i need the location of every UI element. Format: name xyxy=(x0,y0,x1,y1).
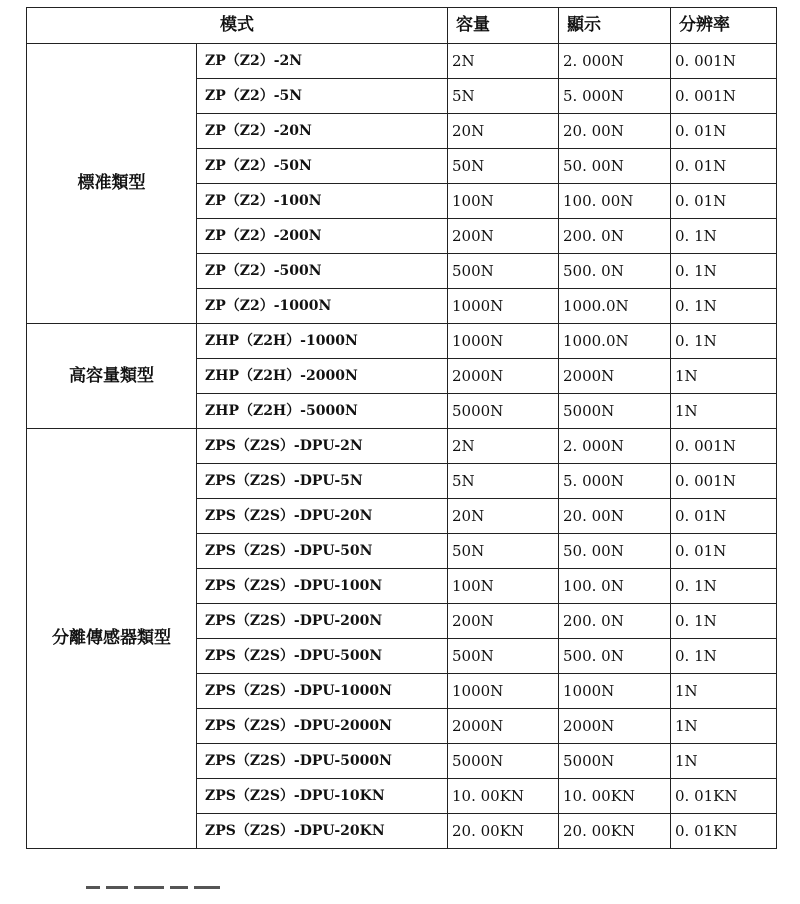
model-cell: ZP（Z2）-2N xyxy=(197,44,448,79)
capacity-cell: 500N xyxy=(448,639,559,674)
group-label: 分離傳感器類型 xyxy=(27,429,197,849)
display-cell: 50. 00N xyxy=(559,149,671,184)
display-cell: 2000N xyxy=(559,359,671,394)
display-cell: 20. 00N xyxy=(559,114,671,149)
spec-table xyxy=(26,7,777,849)
model-cell: ZP（Z2）-5N xyxy=(197,79,448,114)
model-cell: ZPS（Z2S）-DPU-20N xyxy=(197,499,448,534)
display-cell: 5. 000N xyxy=(559,464,671,499)
display-cell: 20. 00N xyxy=(559,499,671,534)
table-row xyxy=(27,429,777,464)
model-cell: ZHP（Z2H）-1000N xyxy=(197,324,448,359)
resolution-cell: 0. 01N xyxy=(671,114,777,149)
capacity-cell: 1000N xyxy=(448,289,559,324)
capacity-cell: 2000N xyxy=(448,359,559,394)
capacity-cell: 5000N xyxy=(448,394,559,429)
model-cell: ZPS（Z2S）-DPU-50N xyxy=(197,534,448,569)
header-capacity: 容量 xyxy=(448,8,559,44)
display-cell: 1000N xyxy=(559,674,671,709)
capacity-cell: 50N xyxy=(448,534,559,569)
header-mode: 模式 xyxy=(27,8,448,44)
model-cell: ZP（Z2）-20N xyxy=(197,114,448,149)
spec-table-body xyxy=(27,8,777,849)
model-cell: ZPS（Z2S）-DPU-5000N xyxy=(197,744,448,779)
model-cell: ZP（Z2）-1000N xyxy=(197,289,448,324)
capacity-cell: 5000N xyxy=(448,744,559,779)
capacity-cell: 10. 00KN xyxy=(448,779,559,814)
resolution-cell: 0. 1N xyxy=(671,604,777,639)
display-cell: 1000.0N xyxy=(559,289,671,324)
capacity-cell: 5N xyxy=(448,464,559,499)
display-cell: 200. 0N xyxy=(559,219,671,254)
display-cell: 5. 000N xyxy=(559,79,671,114)
resolution-cell: 0. 01KN xyxy=(671,779,777,814)
display-cell: 500. 0N xyxy=(559,639,671,674)
table-row xyxy=(27,44,777,79)
model-cell: ZPS（Z2S）-DPU-10KN xyxy=(197,779,448,814)
resolution-cell: 0. 1N xyxy=(671,289,777,324)
display-cell: 1000.0N xyxy=(559,324,671,359)
capacity-cell: 100N xyxy=(448,184,559,219)
display-cell: 2. 000N xyxy=(559,44,671,79)
display-cell: 200. 0N xyxy=(559,604,671,639)
capacity-cell: 20N xyxy=(448,499,559,534)
resolution-cell: 1N xyxy=(671,359,777,394)
display-cell: 100. 00N xyxy=(559,184,671,219)
header-display: 顯示 xyxy=(559,8,671,44)
header-row xyxy=(27,8,777,44)
resolution-cell: 0. 01N xyxy=(671,184,777,219)
group-label: 高容量類型 xyxy=(27,324,197,429)
resolution-cell: 1N xyxy=(671,394,777,429)
resolution-cell: 0. 001N xyxy=(671,429,777,464)
capacity-cell: 200N xyxy=(448,604,559,639)
capacity-cell: 1000N xyxy=(448,674,559,709)
capacity-cell: 200N xyxy=(448,219,559,254)
table-row xyxy=(27,324,777,359)
resolution-cell: 0. 1N xyxy=(671,254,777,289)
resolution-cell: 0. 01N xyxy=(671,149,777,184)
resolution-cell: 0. 1N xyxy=(671,324,777,359)
model-cell: ZPS（Z2S）-DPU-20KN xyxy=(197,814,448,849)
capacity-cell: 1000N xyxy=(448,324,559,359)
capacity-cell: 2N xyxy=(448,44,559,79)
resolution-cell: 0. 1N xyxy=(671,569,777,604)
resolution-cell: 0. 1N xyxy=(671,219,777,254)
model-cell: ZP（Z2）-50N xyxy=(197,149,448,184)
resolution-cell: 0. 001N xyxy=(671,79,777,114)
resolution-cell: 0. 001N xyxy=(671,464,777,499)
model-cell: ZP（Z2）-200N xyxy=(197,219,448,254)
display-cell: 100. 0N xyxy=(559,569,671,604)
capacity-cell: 100N xyxy=(448,569,559,604)
capacity-cell: 20N xyxy=(448,114,559,149)
display-cell: 50. 00N xyxy=(559,534,671,569)
model-cell: ZHP（Z2H）-5000N xyxy=(197,394,448,429)
display-cell: 5000N xyxy=(559,744,671,779)
group-label: 標准類型 xyxy=(27,44,197,324)
capacity-cell: 500N xyxy=(448,254,559,289)
resolution-cell: 0. 01KN xyxy=(671,814,777,849)
capacity-cell: 2N xyxy=(448,429,559,464)
resolution-cell: 1N xyxy=(671,744,777,779)
model-cell: ZPS（Z2S）-DPU-200N xyxy=(197,604,448,639)
model-cell: ZP（Z2）-500N xyxy=(197,254,448,289)
model-cell: ZPS（Z2S）-DPU-500N xyxy=(197,639,448,674)
model-cell: ZPS（Z2S）-DPU-5N xyxy=(197,464,448,499)
model-cell: ZPS（Z2S）-DPU-1000N xyxy=(197,674,448,709)
model-cell: ZPS（Z2S）-DPU-100N xyxy=(197,569,448,604)
resolution-cell: 0. 01N xyxy=(671,534,777,569)
display-cell: 10. 00KN xyxy=(559,779,671,814)
display-cell: 2000N xyxy=(559,709,671,744)
model-cell: ZHP（Z2H）-2000N xyxy=(197,359,448,394)
header-resolution: 分辨率 xyxy=(671,8,777,44)
capacity-cell: 5N xyxy=(448,79,559,114)
resolution-cell: 1N xyxy=(671,674,777,709)
display-cell: 2. 000N xyxy=(559,429,671,464)
capacity-cell: 20. 00KN xyxy=(448,814,559,849)
display-cell: 20. 00KN xyxy=(559,814,671,849)
capacity-cell: 2000N xyxy=(448,709,559,744)
resolution-cell: 1N xyxy=(671,709,777,744)
resolution-cell: 0. 001N xyxy=(671,44,777,79)
model-cell: ZPS（Z2S）-DPU-2000N xyxy=(197,709,448,744)
model-cell: ZP（Z2）-100N xyxy=(197,184,448,219)
display-cell: 500. 0N xyxy=(559,254,671,289)
resolution-cell: 0. 01N xyxy=(671,499,777,534)
resolution-cell: 0. 1N xyxy=(671,639,777,674)
model-cell: ZPS（Z2S）-DPU-2N xyxy=(197,429,448,464)
display-cell: 5000N xyxy=(559,394,671,429)
capacity-cell: 50N xyxy=(448,149,559,184)
cropped-caption-fragment xyxy=(86,886,276,890)
